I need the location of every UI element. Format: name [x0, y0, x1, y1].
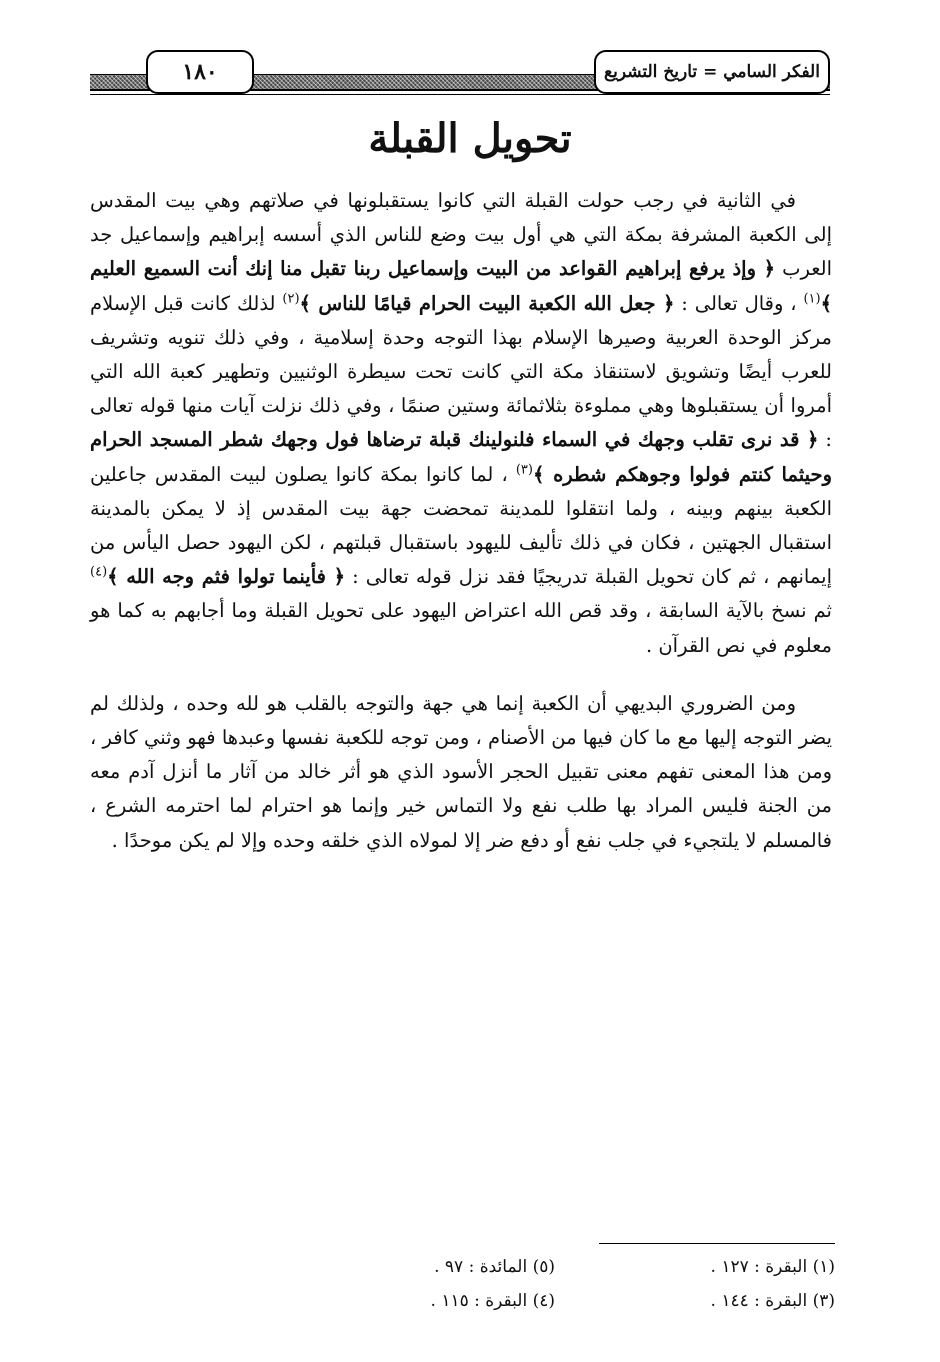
page-number: ١٨٠: [146, 50, 254, 94]
footnote-divider: [599, 1243, 835, 1244]
running-title: الفكر السامي = تاريخ التشريع: [594, 50, 830, 94]
footnote-item: (٤) البقرة : ١١٥ .: [430, 1291, 555, 1311]
paragraph-1: [90, 184, 832, 663]
page-header: [90, 46, 830, 106]
paragraph-2: ومن الضروري البديهي أن الكعبة إنما هي جهة والتوجه بالقلب هو لله وحده ، ولذلك لم يضر التوجه إليها مع ما كان فيها من الأصنام ، ومن توجه للكعبة نفسها وعبدها فهو وثني كافر ، ومن هذا المعنى تفهم معنى تقبيل الحجر الأسود الذي هو أثر خالد من آثار ما أنزل آدم معه من الجنة فليس المراد بها طلب نفع ولا التماس خير وإنما هو احترام لما احترمه الشرع ، فالمسلم لا يلتجيء في جلب نفع أو دفع ضر إلا لمولاه الذي خلقه وحده وإلا لم يكن موحدًا .: [90, 691, 832, 852]
quran-quote: ﴿ فأينما تولوا فثم وجه الله ﴾: [107, 565, 346, 589]
chapter-title: تحويل القبلة: [368, 115, 572, 162]
text-segment: ، وقال تعالى :: [681, 291, 797, 315]
footnote-item: (١) البقرة : ١٢٧ .: [710, 1257, 835, 1277]
quran-quote: ﴿ قد نرى تقلب وجهك في السماء فلنولينك قبلة ترضاها فول وجهك شطر المسجد الحرام وحيثما كنتم فولوا وجوهكم شطره ﴾: [90, 428, 832, 486]
footnote-item: (٥) المائدة : ٩٧ .: [434, 1257, 555, 1277]
text-segment: ، لما كانوا بمكة كانوا يصلون لبيت المقدس جاعلين الكعبة بينهم وبينه ، ولما انتقلوا للمدينة تمحضت جهة بيت المقدس إذ لا يمكن بالمدينة استقبال الجهتين ، فكان في ذلك تأليف لليهود باستقبال قبلتهم ، لكن اليهود حصل اليأس من إيمانهم ، ثم كان تحويل القبلة تدريجيًا فقد نزل قوله تعالى :: [90, 462, 832, 589]
quran-quote: ﴿ وإذ يرفع إبراهيم القواعد من البيت وإسماعيل ربنا تقبل منا إنك أنت السميع العليم ﴾: [90, 257, 833, 315]
header-rule: [90, 94, 830, 95]
footnote-ref-2: (٢): [282, 291, 300, 307]
text-segment: لذلك كانت قبل الإسلام مركز الوحدة العربية وصيرها الإسلام بهذا التوجه وحدة إسلامية ، وفي ذلك تنويه وتشريف للعرب أيضًا وتشويق لاستنقاذ مكة التي كانت تحت سيطرة الوثنيين وتطهير كعبة الله التي أمروا أن يستقبلوها وهي مملوءة بثلاثمائة وستين صنمًا ، وفي ذلك نزلت آيات منها قوله تعالى :: [90, 291, 832, 452]
text-segment: ثم نسخ بالآية السابقة ، وقد قص الله اعتراض اليهود على تحويل القبلة وما أجابهم به كما هو معلوم في نص القرآن .: [90, 599, 832, 657]
quran-quote: ﴿ جعل الله الكعبة البيت الحرام قيامًا للناس ﴾: [299, 291, 675, 315]
footnotes: [275, 1252, 835, 1316]
footnote-ref-3: (٣): [515, 462, 533, 478]
footnote-ref-4: (٤): [90, 564, 108, 580]
footnote-item: (٣) البقرة : ١٤٤ .: [710, 1291, 835, 1311]
text-segment: في الثانية في رجب حولت القبلة التي كانوا يستقبلونها في صلاتهم وهي بيت المقدس إلى الكعبة المشرفة بمكة التي هي أول بيت وضع للناس الذي أسسه إبراهيم وإسماعيل جد العرب: [90, 189, 833, 281]
body-text: [90, 184, 832, 858]
footnote-ref-1: (١): [803, 291, 821, 307]
